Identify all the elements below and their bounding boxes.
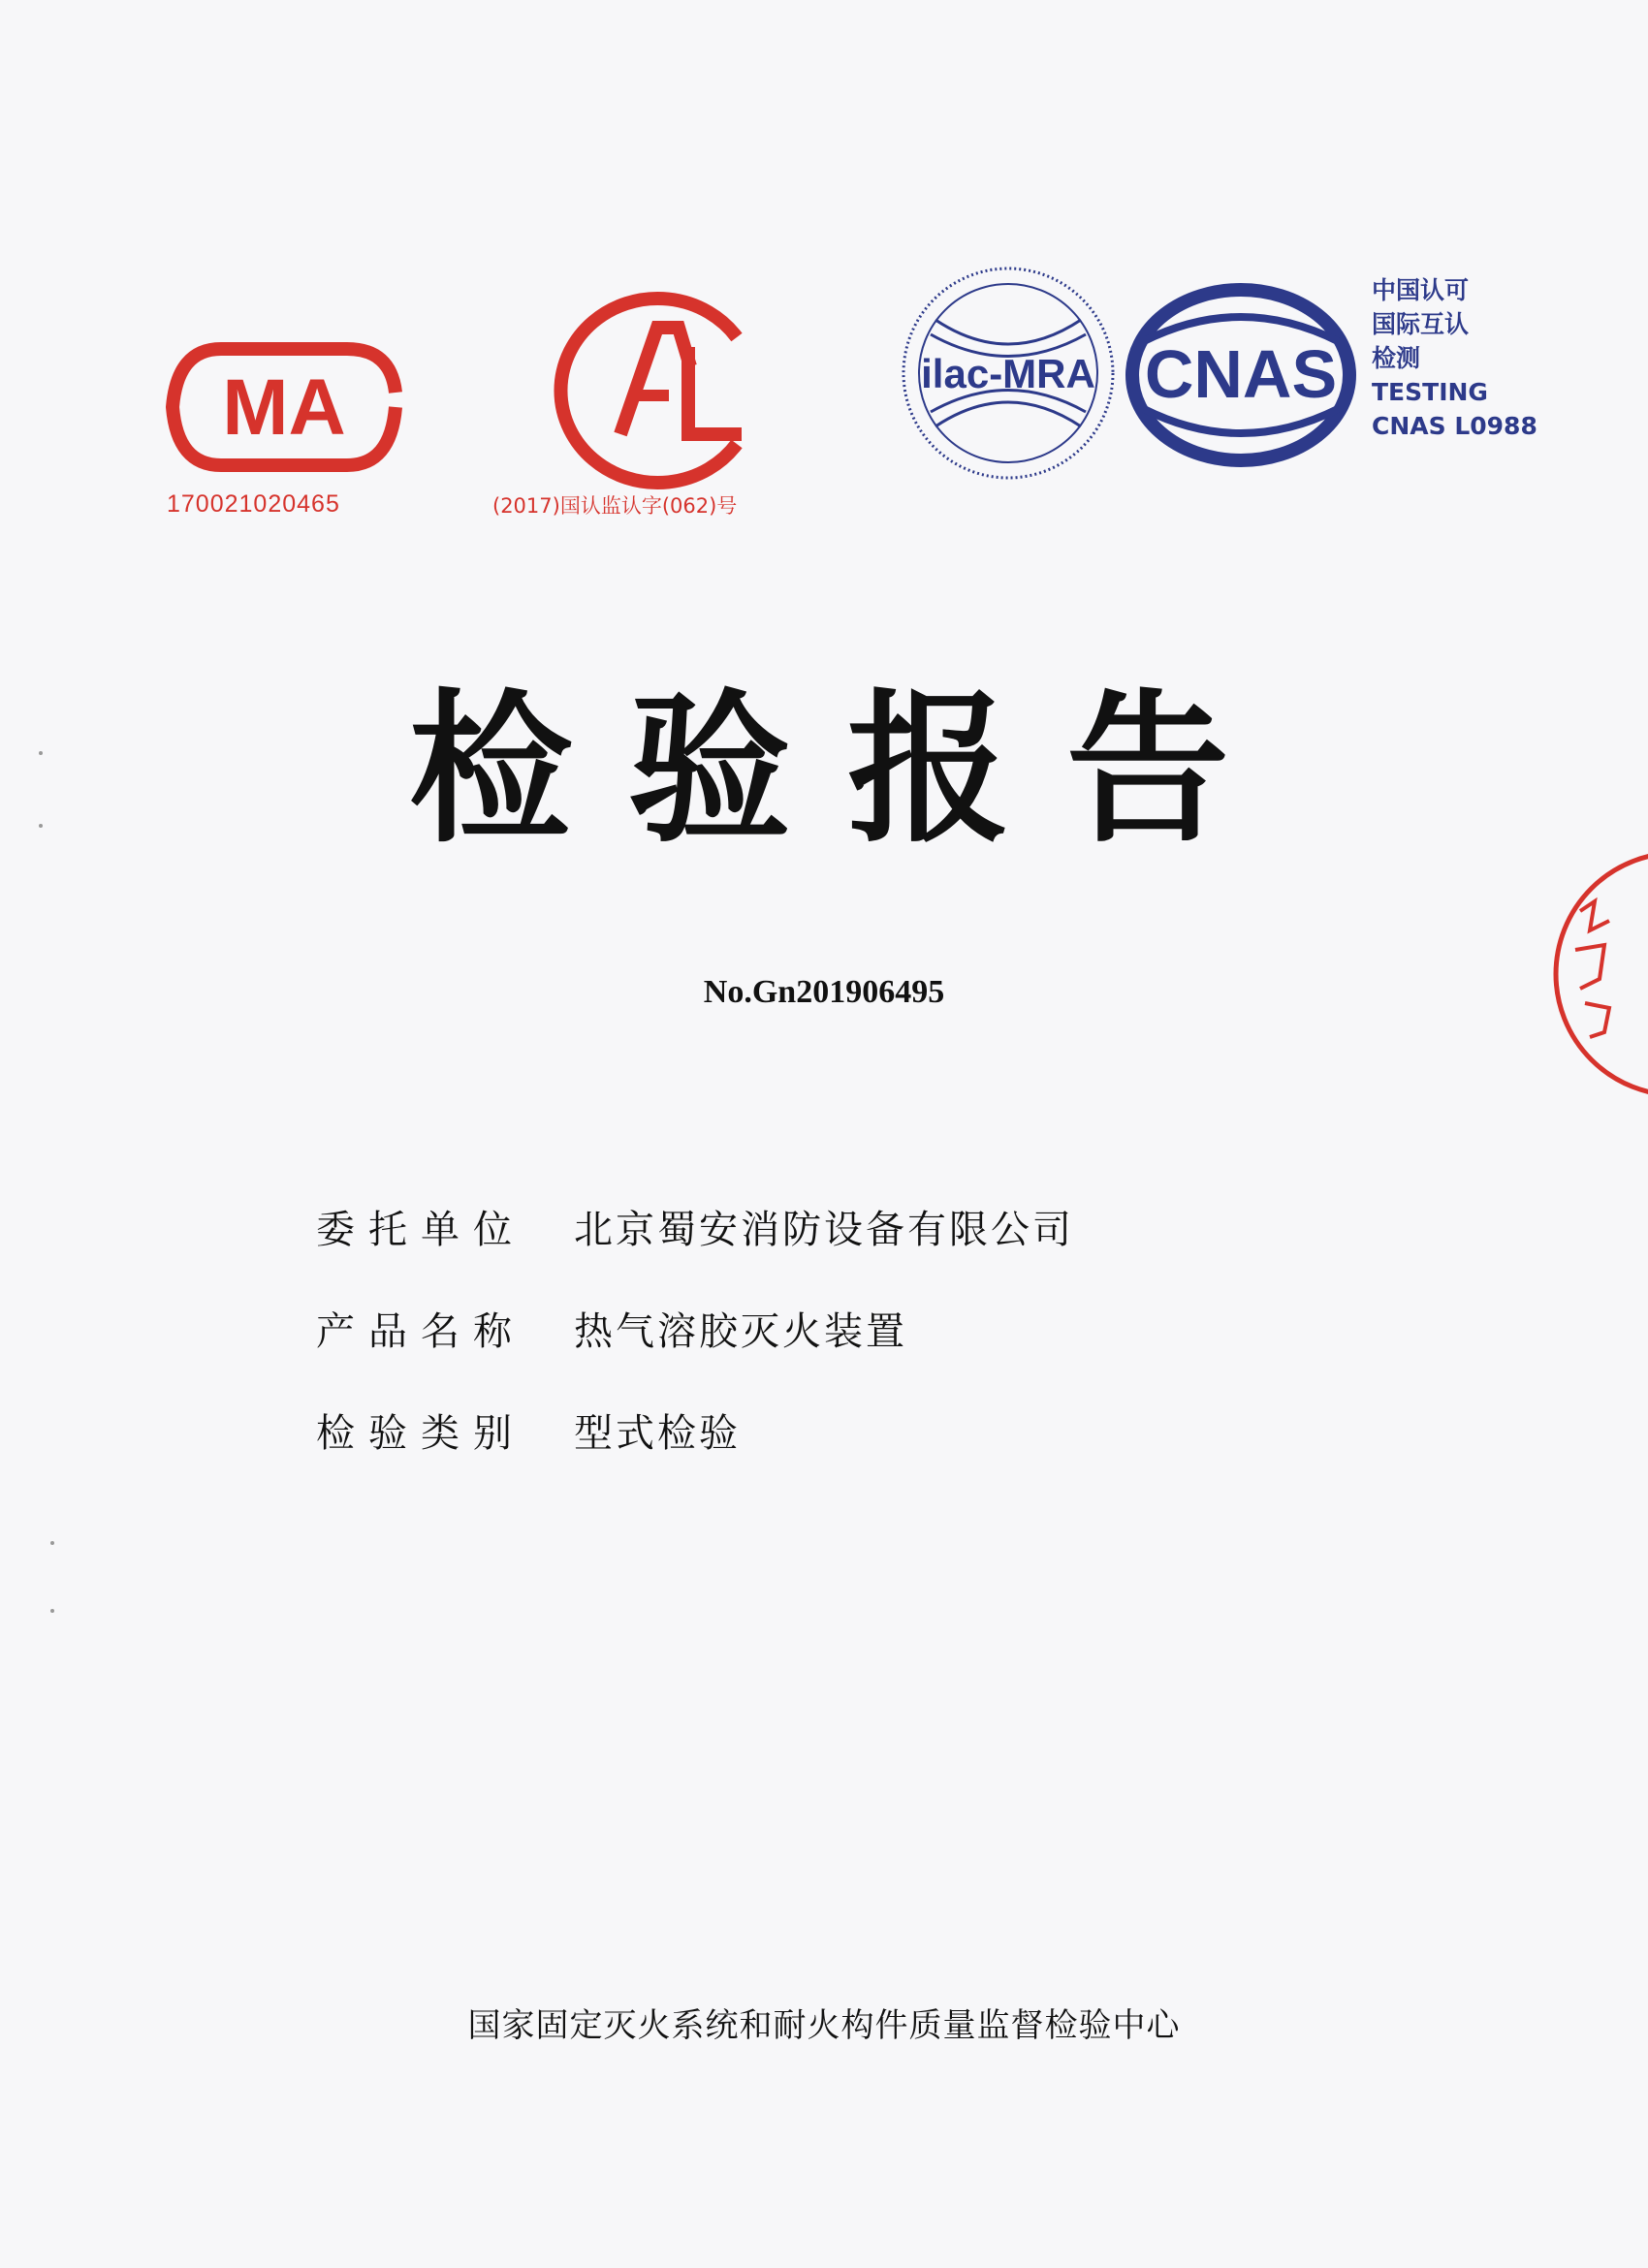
- cal-certificate-number: (2017)国认监认字(062)号: [492, 494, 738, 518]
- cal-logo: [543, 289, 768, 492]
- cnas-line: 国际互认: [1372, 310, 1470, 338]
- client-value: 北京蜀安消防设备有限公司: [574, 1207, 1074, 1252]
- cnas-line: 检测: [1372, 344, 1421, 372]
- inspection-type-label: 检验类别: [316, 1410, 525, 1456]
- report-number: No.Gn201906495: [703, 974, 945, 1010]
- svg-text:CNAS: CNAS: [1144, 336, 1338, 412]
- report-title: 检验报告: [409, 675, 1285, 865]
- cma-certificate-number: 170021020465: [167, 490, 340, 518]
- svg-text:MA: MA: [222, 363, 346, 452]
- client-row: [316, 1197, 1074, 1255]
- cnas-logo: [1125, 283, 1357, 467]
- cma-logo: [163, 334, 405, 480]
- issuing-organization: 国家固定灭火系统和耐火构件质量监督检验中心: [467, 2006, 1181, 2045]
- svg-text:ilac-MRA: ilac-MRA: [921, 351, 1095, 396]
- product-row: [316, 1299, 907, 1357]
- scan-speck: [39, 824, 43, 828]
- scan-speck: [50, 1541, 54, 1545]
- cnas-accreditation-text: [1372, 273, 1585, 443]
- product-value: 热气溶胶灭火装置: [574, 1308, 907, 1354]
- inspection-type-row: [316, 1401, 741, 1459]
- ilac-mra-logo: [897, 262, 1120, 485]
- red-seal-stamp: [1551, 843, 1648, 1105]
- cnas-line: TESTING: [1372, 378, 1488, 406]
- cnas-line: CNAS L0988: [1372, 412, 1537, 440]
- inspection-type-value: 型式检验: [574, 1410, 741, 1456]
- cnas-line: 中国认可: [1372, 276, 1470, 304]
- scan-speck: [50, 1609, 54, 1613]
- scan-speck: [39, 751, 43, 755]
- client-label: 委托单位: [316, 1207, 525, 1252]
- product-label: 产品名称: [316, 1308, 525, 1354]
